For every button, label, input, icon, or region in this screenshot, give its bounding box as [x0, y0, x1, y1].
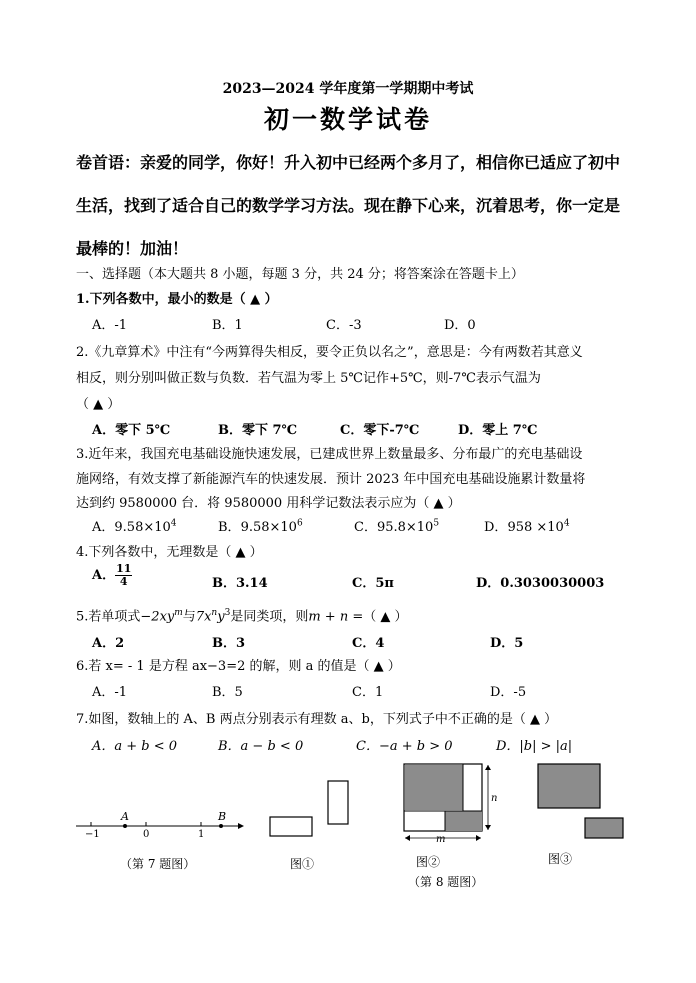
q3-line-1: 3.近年来，我国充电基础设施快速发展，已建成世界上数量最多、分布最广的充电基础设 — [76, 447, 583, 462]
q7-option-c: C．−a + b > 0 — [356, 739, 453, 754]
fig3-small-rect — [585, 818, 623, 838]
preface-line-2: 生活，找到了适合自己的数学学习方法。现在静下心来，沉着思考，你一定是 — [76, 196, 621, 215]
fig2-n-arrow-bottom — [485, 825, 491, 830]
section-heading: 一、选择题（本大题共 8 小题，每题 3 分，共 24 分；将答案涂在答题卡上） — [76, 267, 524, 282]
q3-option-d: D．$958 \times 10^4$ — [484, 518, 570, 535]
preface-line-1: 卷首语：亲爱的同学，你好！升入初中已经两个多月了，相信你已适应了初中 — [76, 153, 621, 172]
q2-option-a: A．零下 5℃ — [92, 423, 171, 438]
fig1 — [270, 781, 348, 871]
point-b-label: B — [218, 810, 227, 823]
fig2-shade-bottom — [445, 811, 482, 831]
fig1-horizontal-rect — [270, 817, 312, 836]
tick-1-label: 1 — [198, 829, 205, 840]
point-a-label: A — [121, 810, 129, 823]
fig2-shade-top — [405, 765, 463, 810]
q4-option-b: B．3.14 — [212, 576, 268, 591]
q1-option-b: B．1 — [212, 318, 243, 333]
q4-text: 4.下列各数中，无理数是（ ▲ ） — [76, 545, 263, 560]
number-line-figure — [76, 810, 244, 871]
point-a-dot — [123, 824, 127, 828]
q3-line-2: 施网络，有效支撑了新能源汽车的快速发展．预计 2023 年中国充电基础设施累计数量将 — [76, 472, 586, 487]
q2-option-b: B．零下 7℃ — [218, 423, 298, 438]
fig8-caption: （第 8 题图） — [408, 875, 484, 889]
point-b-dot — [219, 824, 223, 828]
q3-option-b: B．$9.58\times 10^6$ — [218, 518, 303, 535]
q4-option-a: A． $\frac{11}{4}$ — [92, 562, 132, 589]
tick-neg1-label: −1 — [85, 829, 100, 840]
fig3-caption: 图③ — [548, 852, 573, 866]
q3-line-3: 达到约 9580000 台．将 9580000 用科学记数法表示应为（ ▲ ） — [76, 496, 461, 511]
q7-option-b: B．a − b < 0 — [218, 739, 304, 754]
number-line-arrow — [238, 823, 244, 829]
q3-option-a: A．$9.58\times 10^4$ — [92, 518, 177, 535]
q6-option-b: B．5 — [212, 685, 243, 700]
preface-line-3: 最棒的！加油！ — [76, 239, 189, 258]
fig2-n-arrow-top — [485, 765, 491, 770]
q3-option-c: C．$95.8\times 10^5$ — [354, 518, 440, 535]
fig2-m-label: m — [436, 834, 446, 845]
q1-option-d: D．0 — [444, 318, 476, 333]
fraction: $\frac{11}{4}$ — [116, 562, 132, 589]
q4-option-d: D．0.3030030003 — [476, 576, 605, 591]
q1-text: 1.下列各数中，最小的数是（ ▲ ） — [76, 292, 278, 307]
q6-text: 6.若 x= - 1 是方程 ax−3=2 的解，则 a 的值是（ ▲ ） — [76, 659, 401, 674]
fig3 — [538, 764, 623, 866]
q7-option-d: D．|b| > |a| — [496, 739, 573, 754]
q6-option-a: A．-1 — [92, 685, 128, 700]
fig2-m-arrow-right — [476, 835, 481, 841]
q7-option-a: A．a + b < 0 — [92, 739, 178, 754]
q1-option-a: A．-1 — [92, 318, 128, 333]
q5-option-d: D．5 — [490, 636, 524, 651]
q7-text: 7.如图，数轴上的 A、B 两点分别表示有理数 a、b，下列式子中不正确的是（ ▲ ） — [76, 712, 558, 727]
q2-line-1: 2.《九章算术》中注有“今两算得失相反，要令正负以名之”，意思是：今有两数若其意义 — [76, 345, 583, 360]
q5-option-b: B．3 — [212, 636, 246, 651]
exam-subtitle: 2023—2024 学年度第一学期期中考试 — [222, 81, 474, 97]
q5-option-c: C．4 — [352, 636, 385, 651]
exam-title: 初一数学试卷 — [263, 105, 432, 134]
fig1-vertical-rect — [328, 781, 348, 824]
q2-option-d: D．零上 7℃ — [458, 423, 538, 438]
q6-option-c: C．1 — [352, 685, 384, 700]
fig2 — [404, 764, 497, 869]
tick-0-label: 0 — [143, 829, 150, 840]
q5-option-a: A．2 — [92, 636, 125, 651]
q6-option-d: D．-5 — [490, 685, 527, 700]
figures-area — [0, 755, 696, 905]
fig7-caption: （第 7 题图） — [120, 857, 196, 871]
q1-option-c: C．-3 — [326, 318, 362, 333]
fig2-n-label: n — [491, 793, 498, 804]
fig2-caption: 图② — [416, 855, 441, 869]
fig3-large-rect — [538, 764, 600, 808]
q2-line-3: （ ▲ ） — [76, 397, 121, 412]
q5-text: 5.若单项式$-2xy^m$与$7x^ny^3$是同类项，则m + n =（ ▲ ） — [76, 608, 408, 625]
q2-line-2: 相反，则分别叫做正数与负数．若气温为零上 5℃记作+5℃，则-7℃表示气温为 — [76, 371, 541, 386]
q4-option-c: C．5π — [352, 576, 394, 591]
fig1-caption: 图① — [290, 857, 315, 871]
q2-option-c: C．零下-7℃ — [340, 423, 420, 438]
fig2-m-arrow-left — [405, 835, 410, 841]
